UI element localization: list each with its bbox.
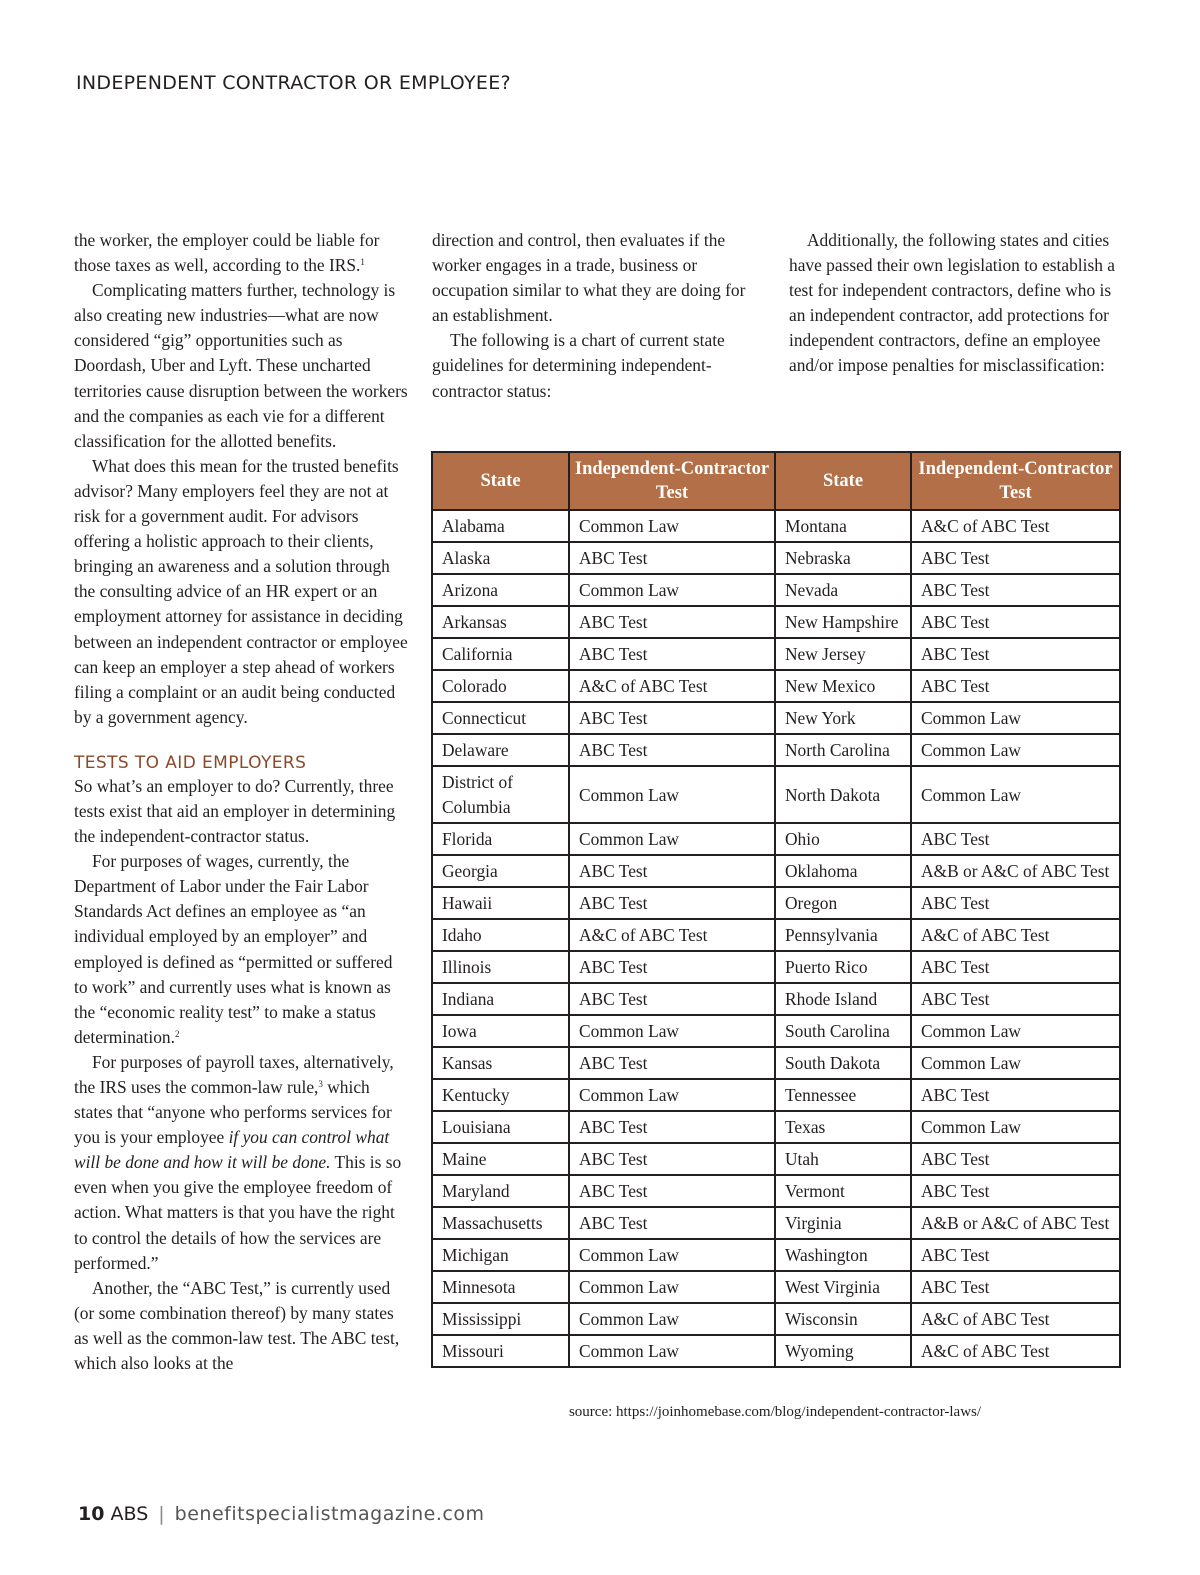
state-cell: Kansas bbox=[432, 1047, 569, 1079]
paragraph: direction and control, then evaluates if the worker engages in a trade, business or occupation similar to what they are doing for an establishment. bbox=[432, 230, 746, 326]
test-cell: ABC Test bbox=[569, 887, 775, 919]
table-row bbox=[432, 510, 1120, 542]
paragraph: Complicating matters further, technology is also creating new industries—what are now considered “gig” opportunities such as Doordash, Uber and Lyft. These uncharted territories cause disruption between the workers and the companies as each vie for a different classification for the allotted benefits. bbox=[74, 280, 408, 451]
state-cell: Nevada bbox=[775, 574, 911, 606]
state-cell: Idaho bbox=[432, 919, 569, 951]
table-row bbox=[432, 542, 1120, 574]
state-cell: North Carolina bbox=[775, 734, 911, 766]
paragraph: For purposes of wages, currently, the Department of Labor under the Fair Labor Standards Act defines an employee as “an individual employed by an employer” and employed is defined as “permitted or suffered to work” and currently uses what is known as the “economic reality test” to make a status determination.$^2$ bbox=[74, 851, 393, 1047]
test-cell: ABC Test bbox=[911, 1239, 1120, 1271]
state-test-table-container bbox=[431, 451, 1119, 1368]
state-cell: Hawaii bbox=[432, 887, 569, 919]
column-header-state: State bbox=[432, 452, 569, 510]
test-cell: ABC Test bbox=[911, 1271, 1120, 1303]
test-cell: ABC Test bbox=[569, 1207, 775, 1239]
state-cell: Arizona bbox=[432, 574, 569, 606]
test-cell: ABC Test bbox=[569, 1175, 775, 1207]
table-row bbox=[432, 766, 1120, 823]
test-cell: Common Law bbox=[569, 1015, 775, 1047]
test-cell: A&C of ABC Test bbox=[911, 919, 1120, 951]
test-cell: ABC Test bbox=[911, 542, 1120, 574]
paragraph: The following is a chart of current state guidelines for determining independent-contractor status: bbox=[432, 330, 725, 401]
page-footer bbox=[78, 1503, 484, 1525]
state-cell: Oklahoma bbox=[775, 855, 911, 887]
state-cell: Utah bbox=[775, 1143, 911, 1175]
test-cell: A&C of ABC Test bbox=[911, 510, 1120, 542]
test-cell: ABC Test bbox=[911, 887, 1120, 919]
state-cell: Kentucky bbox=[432, 1079, 569, 1111]
state-cell: South Carolina bbox=[775, 1015, 911, 1047]
table-row bbox=[432, 670, 1120, 702]
state-cell: Illinois bbox=[432, 951, 569, 983]
table-row bbox=[432, 1047, 1120, 1079]
state-cell: Texas bbox=[775, 1111, 911, 1143]
test-cell: Common Law bbox=[911, 1015, 1120, 1047]
state-cell: Montana bbox=[775, 510, 911, 542]
table-row bbox=[432, 823, 1120, 855]
test-cell: ABC Test bbox=[569, 983, 775, 1015]
state-cell: Alaska bbox=[432, 542, 569, 574]
state-cell: New York bbox=[775, 702, 911, 734]
section-heading: TESTS TO AID EMPLOYERS bbox=[74, 752, 307, 773]
table-row bbox=[432, 1303, 1120, 1335]
state-cell: Delaware bbox=[432, 734, 569, 766]
state-cell: Florida bbox=[432, 823, 569, 855]
state-cell: Ohio bbox=[775, 823, 911, 855]
test-cell: Common Law bbox=[911, 766, 1120, 823]
test-cell: ABC Test bbox=[911, 638, 1120, 670]
test-cell: Common Law bbox=[569, 1335, 775, 1367]
table-row bbox=[432, 951, 1120, 983]
test-cell: ABC Test bbox=[911, 574, 1120, 606]
table-source-note: source: https://joinhomebase.com/blog/independent-contractor-laws/ bbox=[568, 1404, 982, 1420]
table-row bbox=[432, 1111, 1120, 1143]
table-row bbox=[432, 887, 1120, 919]
state-cell: Maryland bbox=[432, 1175, 569, 1207]
test-cell: ABC Test bbox=[569, 1143, 775, 1175]
page-number: 10 bbox=[78, 1503, 105, 1525]
test-cell: ABC Test bbox=[911, 983, 1120, 1015]
test-cell: ABC Test bbox=[911, 1175, 1120, 1207]
test-cell: A&B or A&C of ABC Test bbox=[911, 855, 1120, 887]
state-cell: Indiana bbox=[432, 983, 569, 1015]
test-cell: A&C of ABC Test bbox=[911, 1335, 1120, 1367]
test-cell: Common Law bbox=[569, 1303, 775, 1335]
test-cell: Common Law bbox=[911, 734, 1120, 766]
article-column-1 bbox=[74, 228, 410, 1376]
state-cell: Louisiana bbox=[432, 1111, 569, 1143]
paragraph: Another, the “ABC Test,” is currently used (or some combination thereof) by many states as well as the common-law test. The ABC test, which also looks at the bbox=[74, 1277, 400, 1374]
article-column-2 bbox=[432, 228, 762, 404]
state-cell: California bbox=[432, 638, 569, 670]
state-cell: Maine bbox=[432, 1143, 569, 1175]
table-row bbox=[432, 574, 1120, 606]
test-cell: Common Law bbox=[569, 510, 775, 542]
test-cell: ABC Test bbox=[911, 1143, 1120, 1175]
column-header-test: Independent-Contractor Test bbox=[569, 452, 775, 510]
state-cell: Mississippi bbox=[432, 1303, 569, 1335]
table-row bbox=[432, 855, 1120, 887]
footnote-ref: 2 bbox=[174, 1028, 180, 1039]
running-title: INDEPENDENT CONTRACTOR OR EMPLOYEE? bbox=[76, 72, 511, 94]
column-header-state: State bbox=[775, 452, 911, 510]
footnote-ref: 1 bbox=[360, 257, 365, 268]
test-cell: Common Law bbox=[569, 1271, 775, 1303]
state-cell: New Hampshire bbox=[775, 606, 911, 638]
state-cell: New Mexico bbox=[775, 670, 911, 702]
table-body bbox=[432, 510, 1120, 1367]
test-cell: ABC Test bbox=[569, 951, 775, 983]
test-cell: Common Law bbox=[569, 766, 775, 823]
test-cell: ABC Test bbox=[569, 1111, 775, 1143]
test-cell: Common Law bbox=[911, 1047, 1120, 1079]
paragraph: What does this mean for the trusted benefits advisor? Many employers feel they are not at risk for a government audit. For advisors offering a holistic approach to their clients, bringing an awareness and a solution through the consulting advice of an HR expert or an employment attorney for assistance in deciding between an independent contractor or employee can keep an employer a step ahead of workers filing a complaint or an audit being conducted by a government agency. bbox=[74, 455, 408, 727]
state-cell: Tennessee bbox=[775, 1079, 911, 1111]
test-cell: ABC Test bbox=[911, 1079, 1120, 1111]
state-cell: New Jersey bbox=[775, 638, 911, 670]
state-cell: Georgia bbox=[432, 855, 569, 887]
test-cell: Common Law bbox=[569, 1079, 775, 1111]
state-cell: District of Columbia bbox=[432, 766, 569, 823]
test-cell: ABC Test bbox=[569, 855, 775, 887]
state-cell: Iowa bbox=[432, 1015, 569, 1047]
table-row bbox=[432, 1143, 1120, 1175]
test-cell: A&C of ABC Test bbox=[911, 1303, 1120, 1335]
table-row bbox=[432, 1175, 1120, 1207]
test-cell: A&B or A&C of ABC Test bbox=[911, 1207, 1120, 1239]
table-row bbox=[432, 638, 1120, 670]
test-cell: A&C of ABC Test bbox=[569, 670, 775, 702]
test-cell: Common Law bbox=[911, 1111, 1120, 1143]
test-cell: Common Law bbox=[569, 823, 775, 855]
table-row bbox=[432, 734, 1120, 766]
paragraph: Additionally, the following states and cities have passed their own legislation to establish a test for independent contractors, define who is an independent contractor, add protections for independent contractors, define an employee and/or impose penalties for misclassification: bbox=[789, 230, 1115, 376]
test-cell: Common Law bbox=[569, 574, 775, 606]
state-cell: Nebraska bbox=[775, 542, 911, 574]
table-row bbox=[432, 983, 1120, 1015]
test-cell: ABC Test bbox=[911, 606, 1120, 638]
paragraph: So what’s an employer to do? Currently, three tests exist that aid an employer in determining the independent-contractor status. bbox=[74, 775, 396, 847]
article-column-3 bbox=[789, 228, 1124, 379]
website-url: benefitspecialistmagazine.com bbox=[174, 1503, 485, 1525]
table-row bbox=[432, 1239, 1120, 1271]
state-cell: North Dakota bbox=[775, 766, 911, 823]
test-cell: ABC Test bbox=[911, 951, 1120, 983]
test-cell: ABC Test bbox=[569, 1047, 775, 1079]
state-cell: Wyoming bbox=[775, 1335, 911, 1367]
state-cell: West Virginia bbox=[775, 1271, 911, 1303]
footnote-ref: 3 bbox=[318, 1079, 323, 1089]
test-cell: A&C of ABC Test bbox=[569, 919, 775, 951]
table-row bbox=[432, 1271, 1120, 1303]
state-cell: Washington bbox=[775, 1239, 911, 1271]
state-cell: Massachusetts bbox=[432, 1207, 569, 1239]
table-header-row bbox=[432, 452, 1120, 510]
test-cell: ABC Test bbox=[569, 734, 775, 766]
table-row bbox=[432, 702, 1120, 734]
state-cell: Connecticut bbox=[432, 702, 569, 734]
state-cell: Oregon bbox=[775, 887, 911, 919]
table-row bbox=[432, 1207, 1120, 1239]
state-cell: Virginia bbox=[775, 1207, 911, 1239]
table-row bbox=[432, 1079, 1120, 1111]
test-cell: Common Law bbox=[569, 1239, 775, 1271]
test-cell: ABC Test bbox=[911, 823, 1120, 855]
table-row bbox=[432, 1335, 1120, 1367]
publication-name: ABS bbox=[110, 1503, 149, 1525]
state-cell: Missouri bbox=[432, 1335, 569, 1367]
state-cell: Arkansas bbox=[432, 606, 569, 638]
state-cell: Minnesota bbox=[432, 1271, 569, 1303]
paragraph: For purposes of payroll taxes, alternatively, the IRS uses the common-law rule,$^3$ which states that “anyone who performs services for you is your employee if you can control what will be done and how it will be done. This is so even when you give the employee freedom of action. What matters is that you have the right to control the details of how the services are performed.” bbox=[74, 1051, 402, 1273]
column-header-test: Independent-Contractor Test bbox=[911, 452, 1120, 510]
state-cell: Colorado bbox=[432, 670, 569, 702]
test-cell: ABC Test bbox=[569, 638, 775, 670]
state-cell: Rhode Island bbox=[775, 983, 911, 1015]
state-cell: Vermont bbox=[775, 1175, 911, 1207]
test-cell: ABC Test bbox=[569, 606, 775, 638]
state-cell: Wisconsin bbox=[775, 1303, 911, 1335]
state-cell: Puerto Rico bbox=[775, 951, 911, 983]
test-cell: ABC Test bbox=[569, 542, 775, 574]
state-cell: Pennsylvania bbox=[775, 919, 911, 951]
table-row bbox=[432, 606, 1120, 638]
paragraph: the worker, the employer could be liable for those taxes as well, according to the IRS.$^1$ bbox=[74, 230, 380, 276]
italic-quote: if you can control what will be done and how it will be done. bbox=[74, 1127, 390, 1173]
state-cell: Alabama bbox=[432, 510, 569, 542]
test-cell: ABC Test bbox=[569, 702, 775, 734]
table-row bbox=[432, 1015, 1120, 1047]
state-cell: South Dakota bbox=[775, 1047, 911, 1079]
state-cell: Michigan bbox=[432, 1239, 569, 1271]
table-row bbox=[432, 919, 1120, 951]
test-cell: Common Law bbox=[911, 702, 1120, 734]
test-cell: ABC Test bbox=[911, 670, 1120, 702]
state-test-table bbox=[431, 451, 1121, 1368]
footer-separator: | bbox=[158, 1503, 165, 1525]
